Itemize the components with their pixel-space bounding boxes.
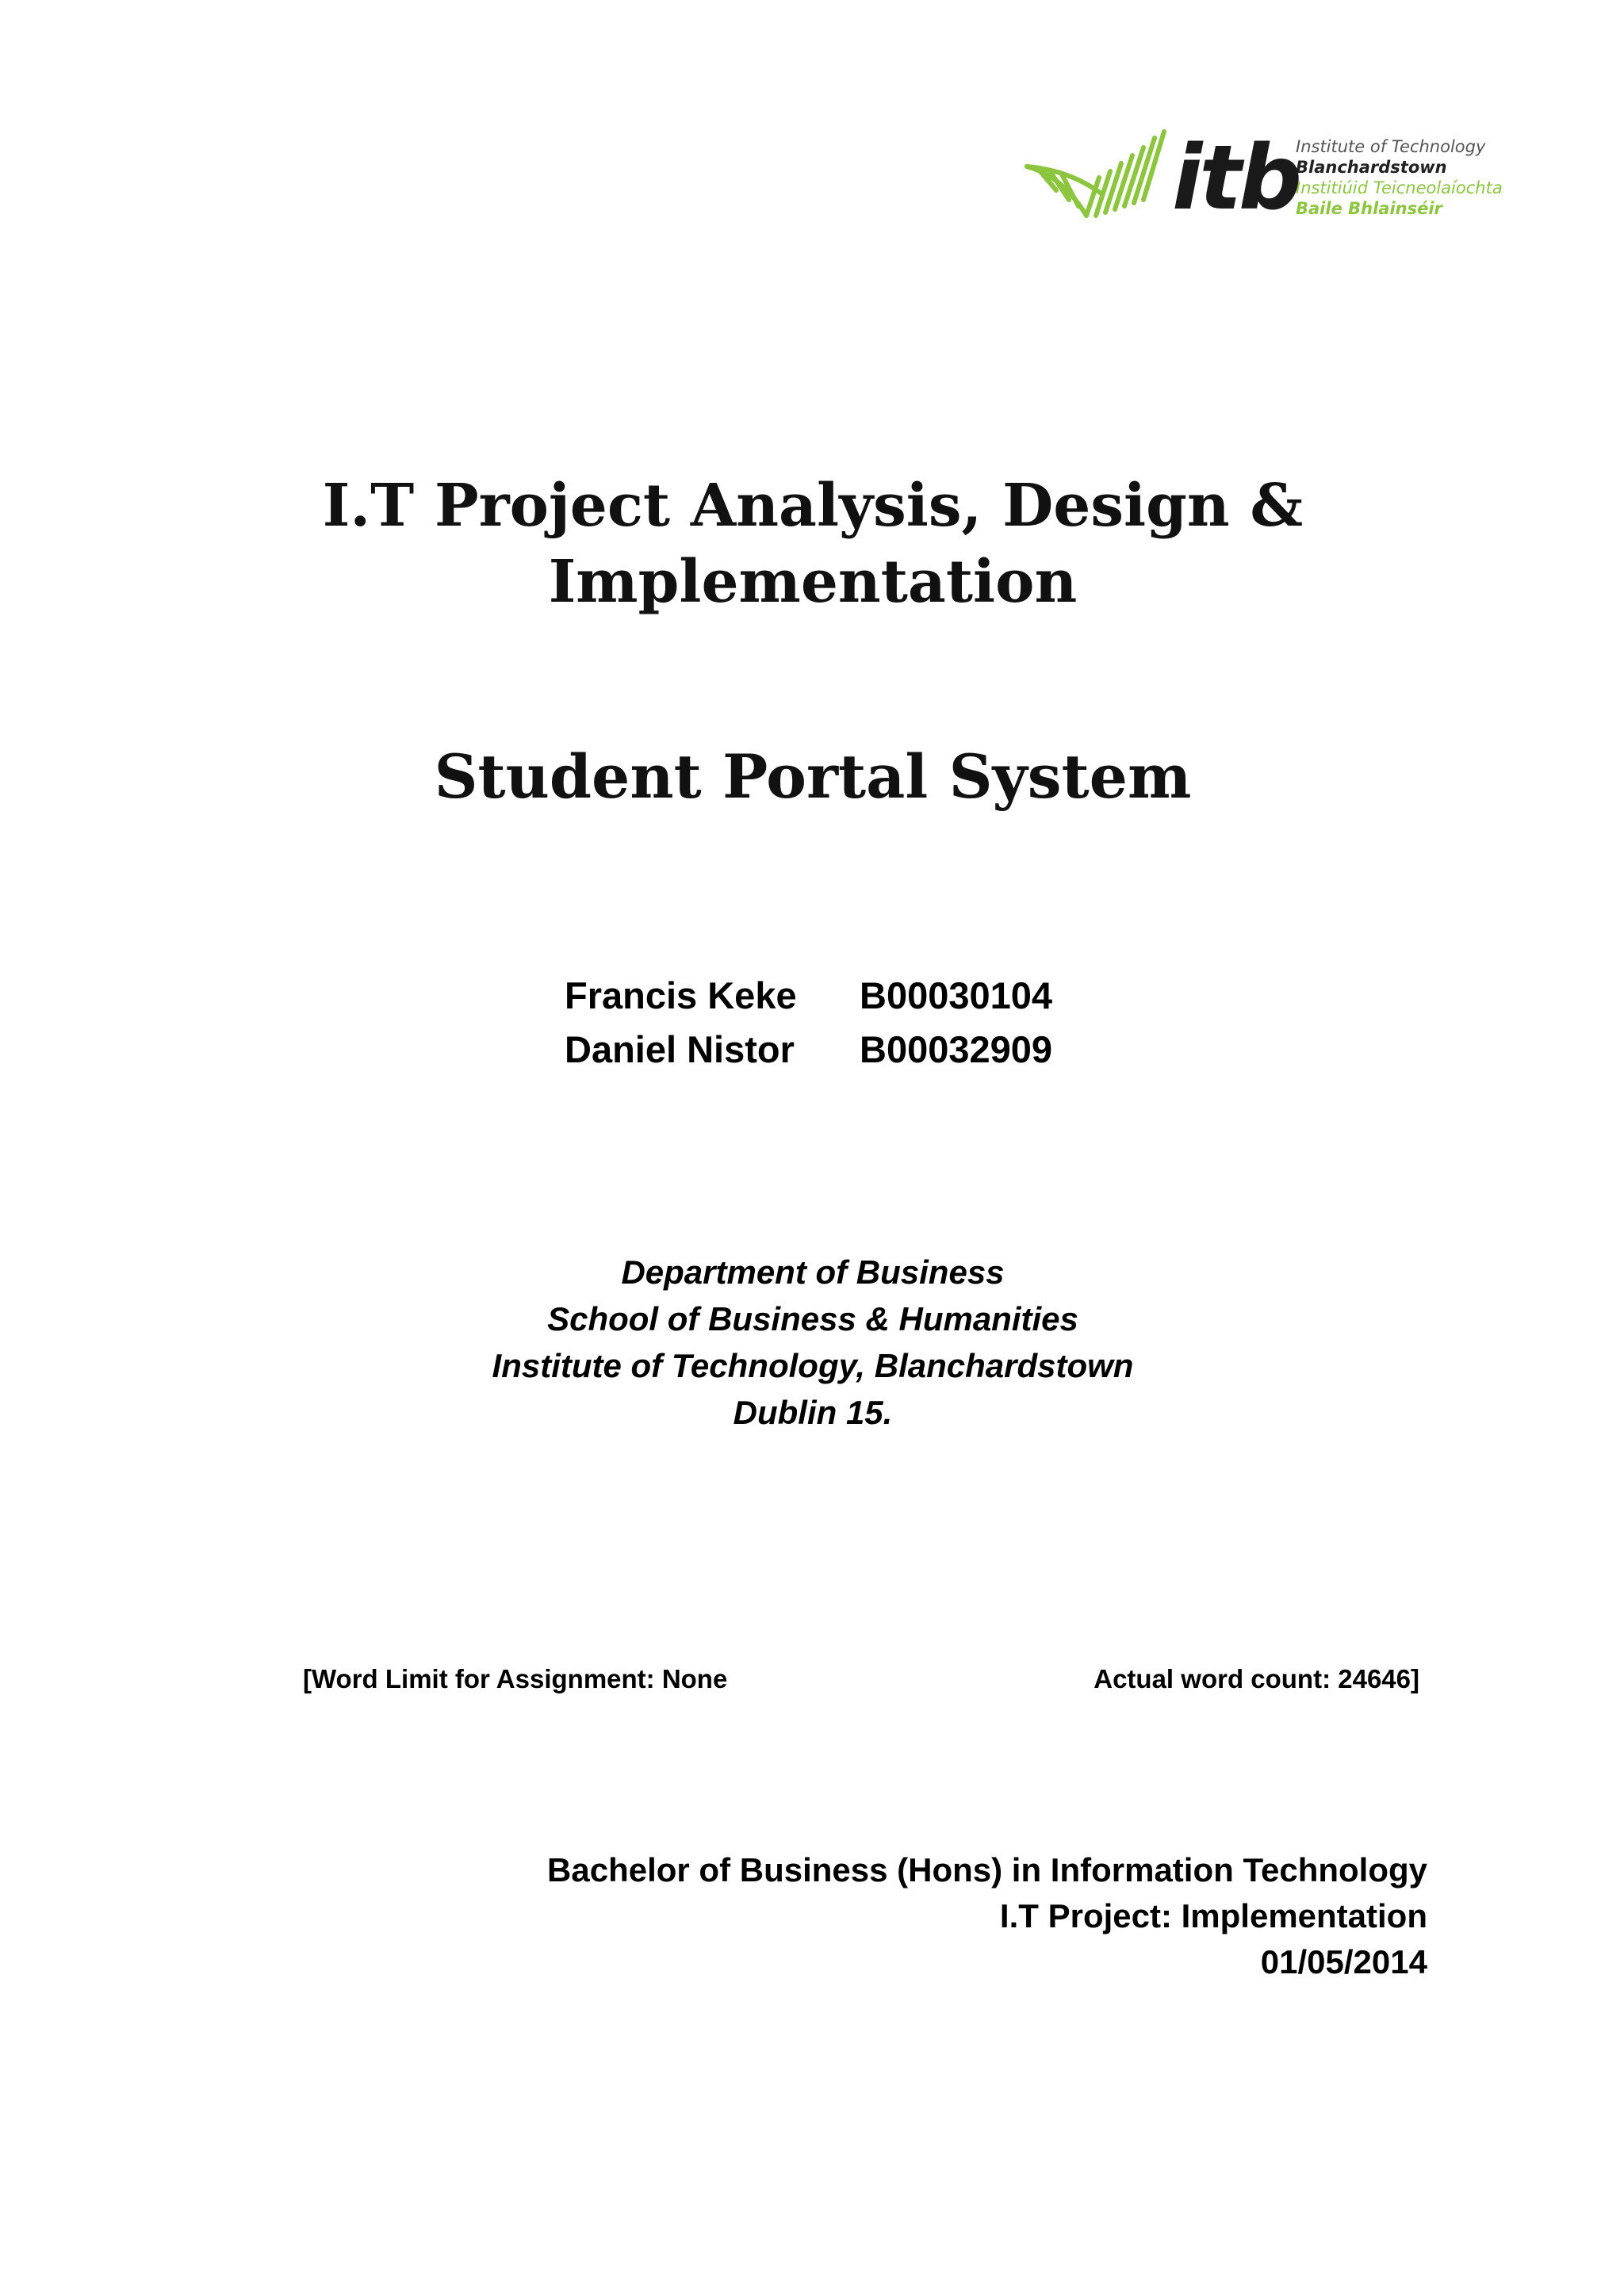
logo-wordmark: itb [1172,127,1300,230]
author-row [565,969,1052,1023]
author-name: Daniel Nistor [565,1028,795,1070]
department-block [317,1249,1308,1436]
document-title-line1: I.T Project Analysis, Design & [322,472,1304,540]
word-limit: [Word Limit for Assignment: None [303,1664,728,1693]
document-title [238,468,1388,620]
logo-caption-line3: Institiúid Teicneolaíochta [1296,178,1503,197]
author-name: Francis Keke [565,974,797,1016]
word-count: Actual word count: 24646] [1094,1664,1419,1693]
institute-logo [1023,127,1503,230]
course-block [547,1847,1427,1985]
institute-location: Dublin 15. [733,1394,893,1431]
institute-name: Institute of Technology, Blanchardstown [492,1347,1134,1384]
submission-date: 01/05/2014 [1260,1943,1427,1980]
logo-caption-line4: Baile Bhlainséir [1296,199,1442,218]
school-name: School of Business & Humanities [547,1300,1078,1337]
degree-name: Bachelor of Business (Hons) in Information Technology [547,1851,1427,1888]
author-list [565,969,1052,1077]
author-row [565,1023,1052,1077]
logo-caption-line1: Institute of Technology [1296,137,1486,156]
logo-caption [1296,136,1503,219]
project-name: Student Portal System [434,741,1192,812]
itb-swoosh-icon [1023,127,1174,230]
logo-caption-line2: Blanchardstown [1296,158,1447,177]
student-id: B00032909 [860,1028,1053,1070]
module-name: I.T Project: Implementation [999,1897,1427,1934]
student-id: B00030104 [860,974,1053,1016]
department-name: Department of Business [621,1253,1005,1291]
document-title-line2: Implementation [548,548,1078,616]
